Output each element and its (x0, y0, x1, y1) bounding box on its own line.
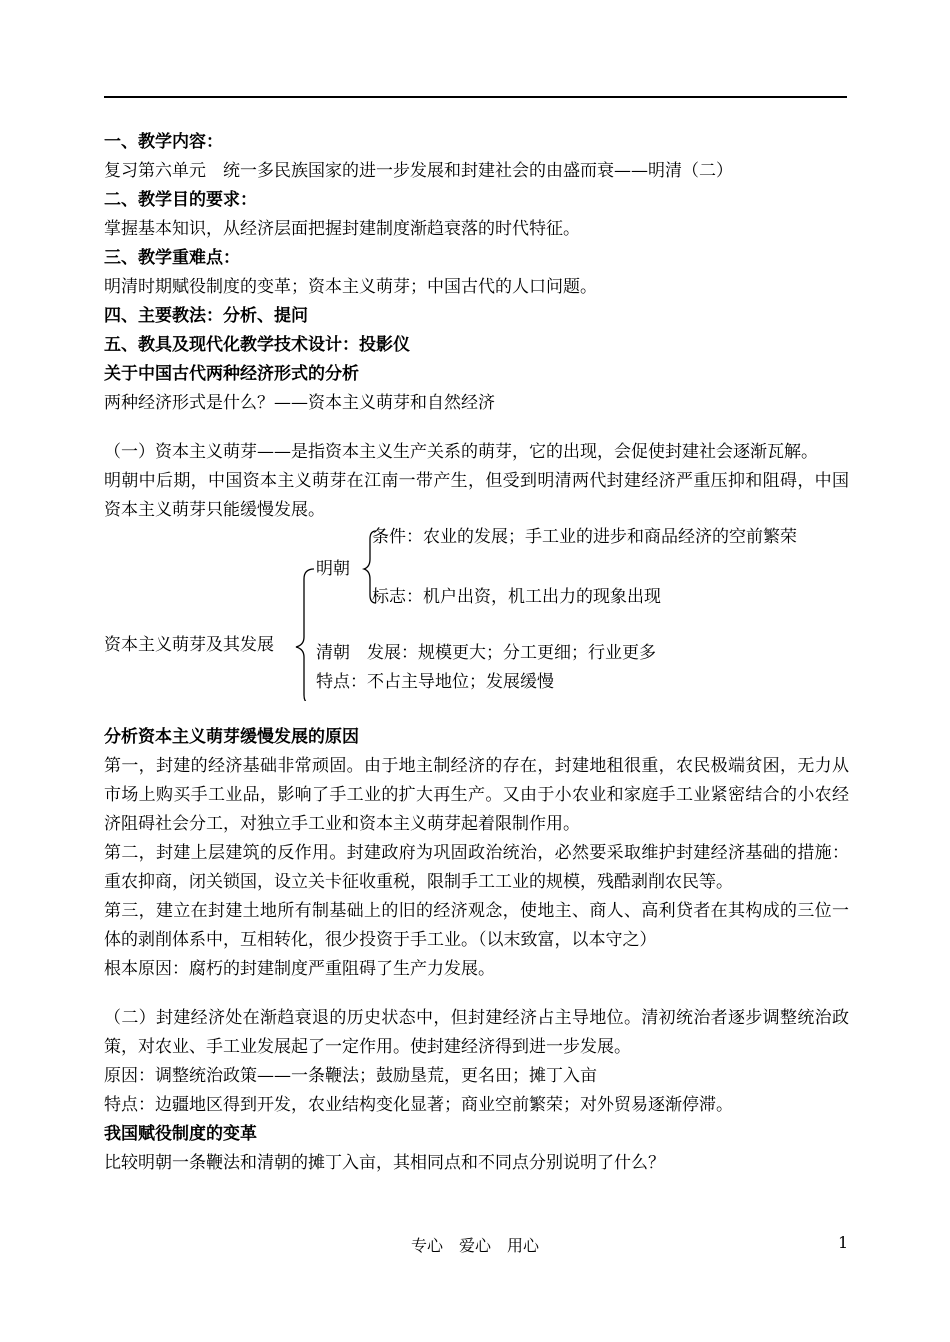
diagram-qing: 清朝 发展：规模更大；分工更细；行业更多 (316, 643, 656, 663)
section-2-title: 二、教学目的要求： (104, 190, 257, 210)
spacer (104, 984, 849, 1004)
reason-2: 第二，封建上层建筑的反作用。封建政府为巩固政治统治，必然要采取维护封建经济基础的措施：重农抑商，闭关锁国，设立关卡征收重税，限制手工工业的规模，残酷剥削农民等。 (104, 843, 849, 892)
section-3-text: 明清时期赋役制度的变革；资本主义萌芽；中国古代的人口问题。 (104, 277, 597, 297)
spacer (104, 701, 849, 723)
part1-ming-text: 明朝中后期，中国资本主义萌芽在江南一带产生，但受到明清两代封建经济严重压抑和阻碍，中国资本主义萌芽只能缓慢发展。 (104, 471, 849, 520)
section-1-text: 复习第六单元 统一多民族国家的进一步发展和封建社会的由盛而衰——明清（二） (104, 161, 733, 181)
diagram-feature: 特点：不占主导地位；发展缓慢 (316, 672, 554, 692)
reason-1: 第一，封建的经济基础非常顽固。由于地主制经济的存在，封建地租很重，农民极端贫困，无力从市场上购买手工业品，影响了手工业的扩大再生产。又由于小农业和家庭手工业紧密结合的小农经济阻碍社会分工，对独立手工业和资本主义萌芽起着限制作用。 (104, 756, 849, 834)
header-rule (104, 96, 847, 98)
analysis-question: 两种经济形式是什么？——资本主义萌芽和自然经济 (104, 393, 495, 413)
root-cause: 根本原因：腐朽的封建制度严重阻碍了生产力发展。 (104, 959, 495, 979)
diagram-ming: 明朝 (316, 559, 350, 579)
spacer (104, 418, 849, 438)
section-3-title: 三、教学重难点： (104, 248, 240, 268)
footer-motto: 专心 爱心 用心 (410, 1236, 539, 1255)
tax-title: 我国赋役制度的变革 (104, 1124, 257, 1144)
document-body (104, 128, 849, 1178)
diagram-sign: 标志：机户出资，机工出力的现象出现 (372, 587, 661, 607)
diagram-condition: 条件：农业的发展；手工业的进步和商品经济的空前繁荣 (372, 527, 797, 547)
sprout-diagram (104, 525, 849, 701)
outer-brace (296, 569, 314, 701)
reasons-title: 分析资本主义萌芽缓慢发展的原因 (104, 727, 359, 747)
section-5-title: 五、教具及现代化教学技术设计：投影仪 (104, 335, 410, 355)
part1-intro: （一）资本主义萌芽——是指资本主义生产关系的萌芽，它的出现，会促使封建社会逐渐瓦解。 (104, 442, 818, 462)
section-4-title: 四、主要教法：分析、提问 (104, 306, 308, 326)
part2-feature: 特点：边疆地区得到开发，农业结构变化显著；商业空前繁荣；对外贸易逐渐停滞。 (104, 1095, 733, 1115)
analysis-title: 关于中国古代两种经济形式的分析 (104, 364, 359, 384)
part2-intro: （二）封建经济处在渐趋衰退的历史状态中，但封建经济占主导地位。清初统治者逐步调整统治政策，对农业、手工业发展起了一定作用。使封建经济得到进一步发展。 (104, 1008, 849, 1057)
tax-question: 比较明朝一条鞭法和清朝的摊丁入亩，其相同点和不同点分别说明了什么？ (104, 1153, 665, 1173)
page-number: 1 (838, 1233, 849, 1252)
reason-3: 第三，建立在封建土地所有制基础上的旧的经济观念，使地主、商人、高利贷者在其构成的三位一体的剥削体系中，互相转化，很少投资于手工业。（以末致富，以本守之） (104, 901, 849, 950)
diagram-root: 资本主义萌芽及其发展 (104, 635, 274, 655)
section-1-title: 一、教学内容： (104, 132, 223, 152)
section-2-text: 掌握基本知识，从经济层面把握封建制度渐趋衰落的时代特征。 (104, 219, 580, 239)
part2-cause: 原因：调整统治政策——一条鞭法；鼓励垦荒，更名田；摊丁入亩 (104, 1066, 597, 1086)
